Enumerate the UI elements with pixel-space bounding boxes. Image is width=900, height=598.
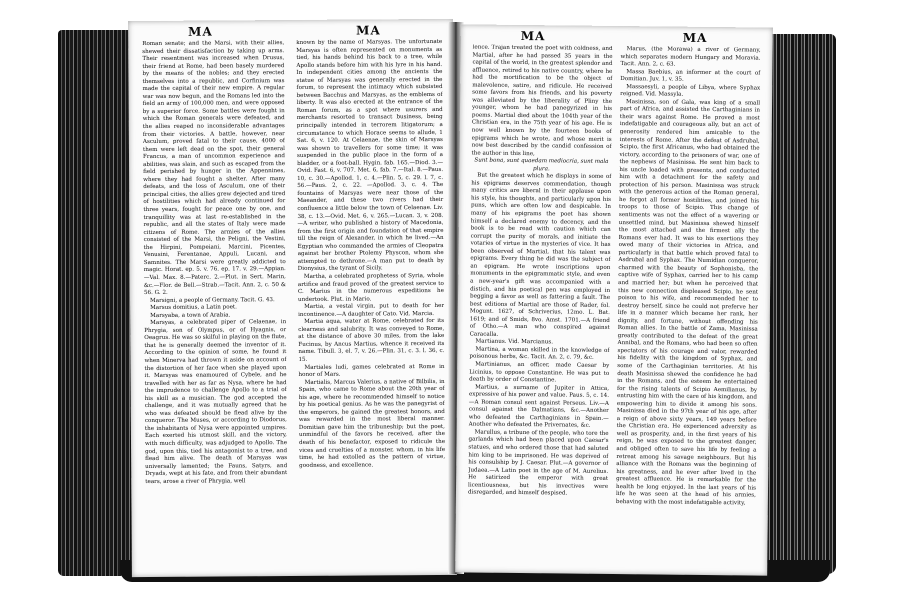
dictionary-entry: Marsigni, a people of Germany. Tacit. G. 43.: [149, 296, 275, 304]
running-header: MA: [356, 23, 381, 38]
dictionary-entry: Marullus, a tribune of the people, who tore the garlands which had been placed upon Caesar's statues, and who ordered those that had saluted him king to be imprisoned. He was deprived of his consulship by J. Caesar. Plut.—A governor of Judaea.—A Latin poet in the age of M. Aurelius. He satirized the emperor with great licentiousness, but his invectives were disregarded, and himself despised.: [467, 429, 609, 497]
paragraph: known by the name of Marsyas. The unfortunate Marsyas is often represented on monuments as tied, his hands behind his back to a tree, while Apollo stands before him with his lyre in his hand. In independent cities among the ancients the statue of Marsyas was generally erected in the forum, to represent the intimacy which subsisted between Bacchus and Marsyas, as the emblems of liberty. It was also erected at the entrance of the Roman forum, as a spot where usurers and merchants resorted to transact business, being principally intended in terrorem litigatorum; a circumstance to which Horace seems to allude, 1 Sat. 6, v. 120. At Celaenae, the skin of Marsyas was shown to travellers for some time; it was suspended in the public place in the form of a bladder, or a foot-ball. Hygin. fab. 165.—Diod. 3.—Ovid. Fast. 6, v. 707. Met. 6, fab. 7.—Ital. 8.—Paus. 10, c. 30.—Apollod. 1, c. 4.—Plin. 5, c. 29. l. 7, c. 56.—Paus. 2, c. 22. —Apollod. 3, c. 4. The fountains of Marsyas were near those of the Maeander, and these two rivers had their confluence a little below the town of Celaenae. Liv. 38, c. 13.—Ovid. Met. 6, v. 265.—Lucan. 3, v. 208. —A writer, who published a history of Macedonia, from the first origin and foundation of that empire till the reign of Alexander, in which he lived.—An Egyptian who commanded the armies of Cleopatra against her brother Ptolemy Physcon, whom she attempted to dethrone.—A man put to death by Dionysius, the tyrant of Sicily.: [296, 38, 444, 273]
running-header: MA: [682, 30, 708, 45]
paragraph: lence. Trajan treated the poet with coldness, and Martial, after he had passed 35 years in the capital of the world, in the greatest splendor and affluence, retired to his native country, where he had the mortification to be the object of malevolence, satire, and ridicule. He received some favors from his friends, and his poverty was alleviated by the liberality of Pliny the younger, whom he had panegyrized in his poems. Martial died about the 104th year of the Christian era, in the 75th year of his age. He is now well known by the fourteen books of epigrams which he wrote, and whose merit is now best described by the candid confession of the author in this line,: [471, 44, 613, 157]
dictionary-entry: Marsus domitius, a Latin poet.: [150, 304, 237, 312]
running-header: MA: [520, 29, 546, 44]
dictionary-entry: Massa Baebius, an informer at the court of Domitian. Juv. 1, v. 35.: [620, 68, 761, 83]
paragraph: But the greatest which he displays in some of his epigrams deserves commendation, though many critics are liberal in their applause upon his style, his thoughts, and particularly upon his puns, which are often low and despicable. In many of his epigrams the poet has shown himself a declared enemy to decency, and the book is to be read with caution which can corrupt the purity of morals, and initiate the votaries of virtue in the mysteries of vice. It has been observed of Martial, that his talent was epigrams. Every thing he did was the subject of an epigram. He wrote inscriptions upon monuments in the epigrammatic style, and even a new-year's gift was accompanied with a distich, and his poetical pen was employed in begging a favor as well as fattering a fault. The best editions of Martial are those of Rader, fol. Mogunt. 1627, of Schriverius, 12mo. L. Bat. 1619; and of Smids, 8vo. Amst. 1701.—A friend of Otho.—A man who conspired against Caracalla.: [469, 172, 612, 338]
running-header: MA: [188, 24, 213, 39]
dictionary-entry: Martia aqua, water at Rome, celebrated for its clearness and salubrity. It was conveyed to Rome, at the distance of above 30 miles, from the lake Fucinus, by Ancus Martius, whence it received its name. Tibull. 3, el. 7, v. 26.—Plin. 31, c. 3. l. 36, c. 15.: [298, 318, 445, 363]
dictionary-entry: Marus, (the Morawa) a river of Germany, which separates modern Hungary and Moravia. Tacit. Ann. 2, c. 63.: [620, 46, 761, 68]
quoted-verse: Sunt bona, sunt quaedam mediocria, sunt mala plura.: [474, 157, 609, 173]
dictionary-entry: Martina, a woman skilled in the knowledge of poisonous herbs, &c. Tacit. An. 2, c. 79, &c.: [469, 346, 610, 362]
dictionary-entry: Martia, a vestal virgin, put to death for her incontinence.—A daughter of Cato. Vid. Marcia.: [298, 303, 445, 318]
dictionary-entry: Martha, a celebrated prophetess of Syria, whole artifice and fraud proved of the greatest service to C. Marius in the numerous expeditions he undertook. Plut. in Mario.: [297, 272, 444, 303]
dictionary-entry: Marsyaba, a town of Arabia.: [150, 312, 231, 319]
right-page: [455, 24, 773, 575]
dictionary-entry: Massaesyli, a people of Libya, where Syphax reigned. Vid. Massyla.: [620, 83, 761, 98]
left-page: [128, 19, 457, 577]
dictionary-entry: Marsyas, a celebrated piper of Celaenae, in Phrygia, son of Olympus, or of Hyagnis, or Oeagrus. He was so skilful in playing on the flute, that he is generally deemed the inventor of it. According to the opinion of some, he found it when Minerva had thrown it aside on account of the distortion of her face when she played upon it. Marsyas was enamoured of Cybele, and he travelled with her as far as Nysa, where he had the imprudence to challenge Apollo to a trial of his skill as a musician. The god accepted the challenge, and it was mutually agreed that he who was defeated should be flead alive by the conqueror. The Muses, or according to Diodorus, the inhabitants of Nysa were appointed umpires. Each exerted his utmost skill, and the victory, with much difficulty, was adjudged to Apollo. The god, upon this, tied his antagonist to a tree, and flead him alive. The death of Marsyas was universally lamented; the Fauns, Satyrs, and Dryads, wept at his fate, and from their abundant tears, arose a river of Phrygia, well: [144, 319, 288, 485]
dictionary-entry: Masinissa, son of Gala, was king of a small part of Africa, and assisted the Carthaginians in their wars against Rome. He proved a most indefatigable and courageous ally, but an act of generosity rendered him amicable to the interests of Rome. After the defeat of Asdrubal, Scipio, the first Africanus, who had obtained the victory, according to the prisoners of war, one of the nephews of Masinissa. He sent him back to his uncle loaded with presents, and conducted him with a detachment for the safety and protection of his person. Masinissa was struck with the generous action of the Roman general, he forgot all former hostilities, and joined his troops to those of Scipio. This change of sentiments was not the effect of a wavering or unsettled mind, but Masinissa shewed himself the most attached and the firmest ally the Romans ever had. It was to his exertions they owed many of their victories in Africa, and particularly in that battle which proved fatal to Asdrubal and Syphax. The Numidian conqueror, charmed with the beauty of Sophonisba, the captive wife of Syphax, carried her to his camp and married her; but when he perceived that this new connection displeased Scipio, he sent poison to his wife, and recommended her to destroy herself, since he could not preferve her life in a manner which became her rank, her dignity, and fortune, without offending his Roman allies. In the battle of Zama, Masinissa greatly contributed to the defeat of the great Annibal, and the Romans, who had been so often spectators of his courage and valor, rewarded his fidelity with the kingdom of Syphax, and some of the Carthaginian territories. At his death Masinissa shewed the confidence he had in the Romans, and the esteem he entertained for the rising talents of Scipio Aemilianus, by entrusting him with the care of his kingdom, and empowering him to divide it among his sons. Masinissa died in the 97th year of his age, after a reign of above sixty years, 149 years before the Christian era. He experienced adversity as well as prosperity, and, in the first years of his reign, he was exposed to the greatest danger, and obliged often to save his life by feeling a retreat among his savage neighbours. But his alliance with the Romans was the beginning of his greatness, and he ever after lived in the greatest affluence. He is remarkable for the health he long enjoyed. In the last years of his life he was seen at the head of his armies, behaving with the most indefatigable activity,: [615, 98, 761, 507]
dictionary-entry: Martianus. Vid. Marcianus.: [475, 338, 554, 346]
paragraph: Roman senate; and the Marsi, with their allies, shewed their dissatisfaction by taking up arms. Their resentment was increased when Drusus, their friend at Rome, had been basely murdered by the means of the nobles; and they erected themselves into a republic, and Corfinium was made the capital of their new empire. A regular war was now begun, and the Romans led into the field an army of 100,000 men, and were opposed by a superior force. Some battles were fought in which the Roman generals were defeated, and the allies reaped no inconsiderable advantages from their victories. A battle, however, near Asculum, proved fatal to their cause, 4000 of them were left dead on the spot, their general Francus, a man of uncommon experience and abilities, was slain, and such as escaped from the field perished by hunger in the Appennines, where they had fought a shelter. After many defeats, and the loss of Asculum, one of their principal cities, the allies grew dejected and tired of hostilities which had already continued for three years, fought for peace one by one, and tranquillity was at last re-established in the republic, and all the states of Italy were made citizens of Rome. The armies of the allies consisted of the Marsi, the Peligni, the Vestini, the Hirpini, Pompeiani, Marcini, Picentes, Venusini, Ferentanae, Appuli, Lucani, and Samnites. The Marsi were greatly addicted to magic. Horat. ep. 5. v. 76. ep. 17. v. 29.—Appian.—Val. Max. 8.—Paterc. 2.—Plut. in Sert. Marin, &c.—Flor. de Bell.—Strab.—Tacit. Ann. 2, c. 50 & 56. G. 2.: [142, 40, 286, 297]
dictionary-entry: Martinianus, an officer, made Caesar by Licinius, to oppose Constantine. He was put to death by order of Constantine.: [469, 361, 610, 384]
dictionary-entry: Martius, a surname of Jupiter in Attica, expressive of his power and value. Paus. 5, c. 14.—A Roman consul sent against Perseus. Liv.—A consul against the Dalmatians, &c.—Another who defeated the Carthaginians in Spain.—Another who defeated the Privernates, &c.: [468, 384, 610, 430]
dictionary-entry: Martiales ludi, games celebrated at Rome in honor of Mars.: [298, 363, 445, 379]
text-column: [615, 46, 760, 569]
dictionary-entry: Martialis, Marcus Valerius, a native of Bilbilis, in Spain, who came to Rome about the 20th year of his age, where he recommended himself to notice by his poetical genius. As he was the panegyrist of the emperors, he gained the greatest honors, and was rewarded in the most liberal manner. Domitian gave him the tribuneship; but the poet, unmindful of the favors he received, after the death of his benefactor, exposed to ridicule the vices and cruelties of a monster, whom, in his life time, he had extolled as the pattern of virtue, goodness, and excellence.: [298, 378, 446, 469]
text-column: [467, 45, 612, 568]
text-column: [142, 40, 288, 571]
text-column: [296, 39, 446, 570]
